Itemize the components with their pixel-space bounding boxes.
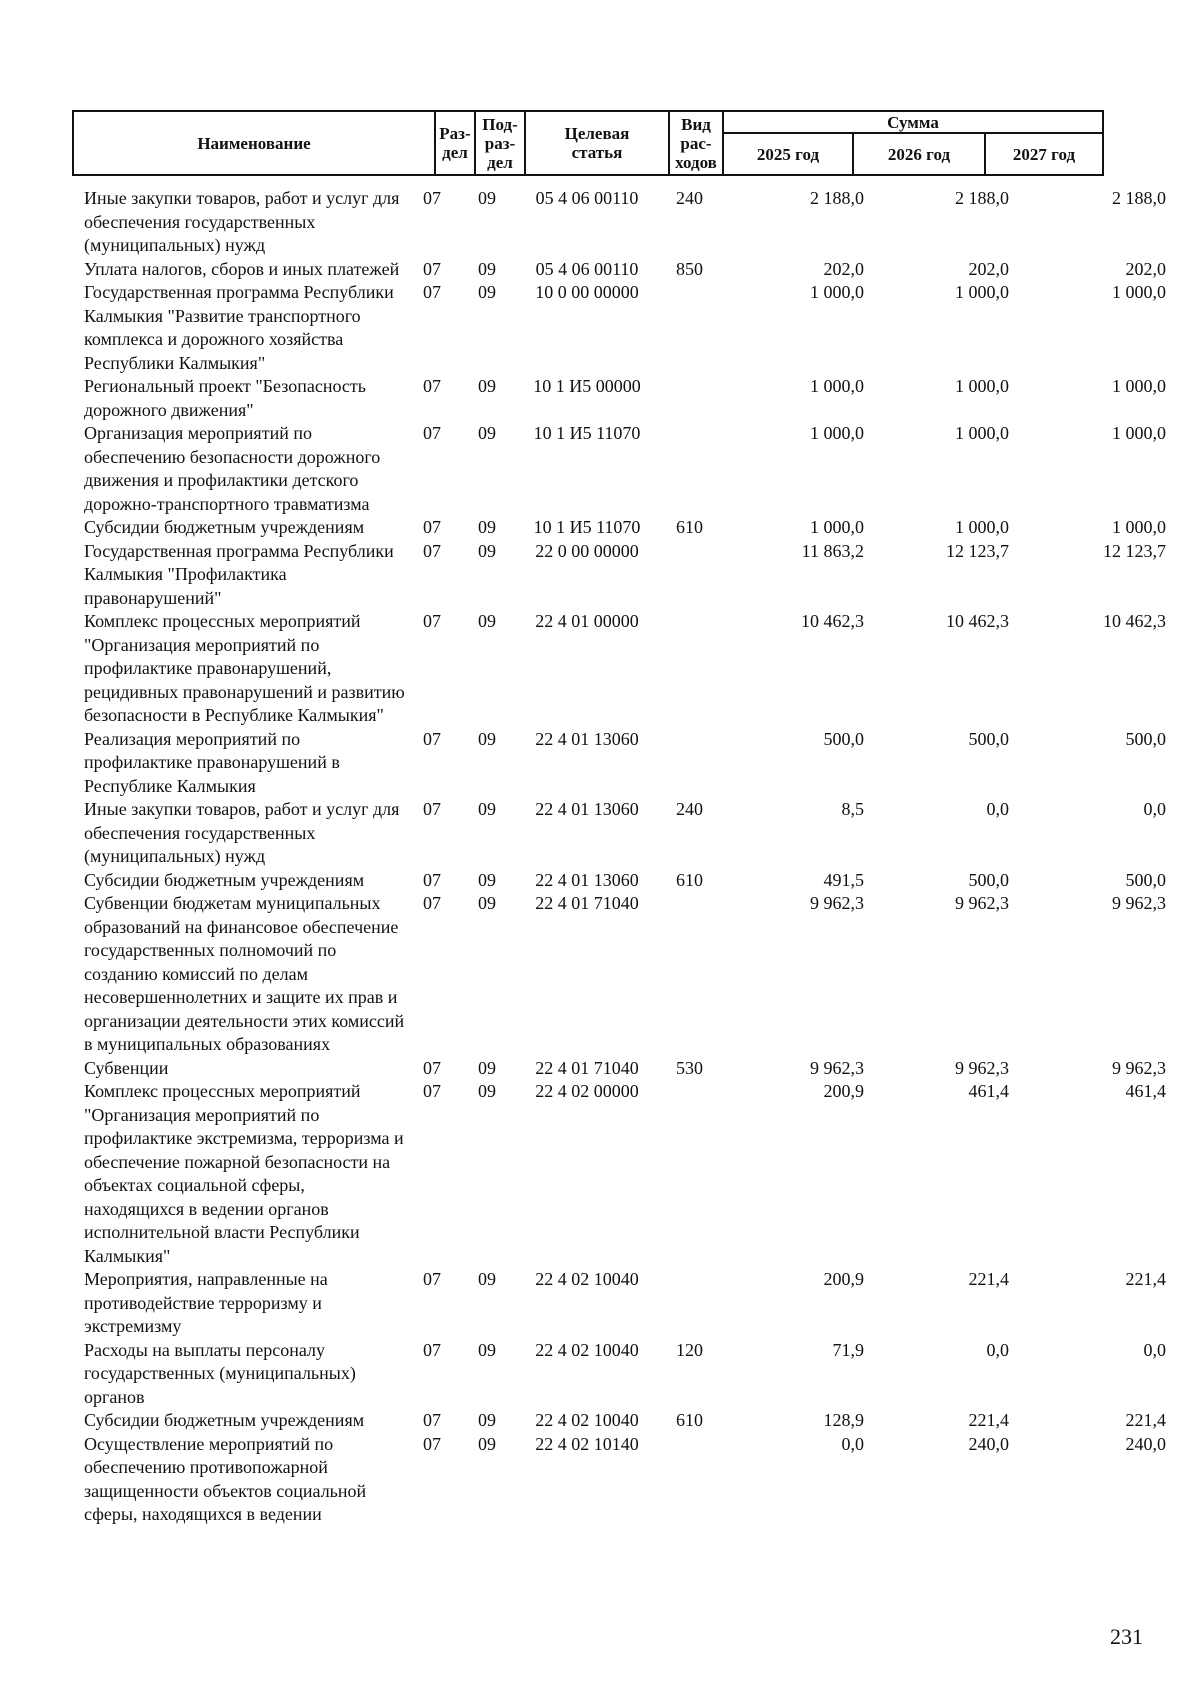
sum-2027-cell: 9 962,3: [1112, 893, 1166, 913]
sum-2026-cell: 1 000,0: [955, 517, 1009, 537]
name-cell: Субвенции бюджетам муниципальных образований на финансовое обеспечение государственных полномочий по созданию комиссий по делам несовершеннолетних и защите их прав и организации деятельности этих комиссий в муниципальных образованиях: [84, 893, 405, 1054]
razdel-cell: 07: [423, 799, 441, 819]
target-cell: 22 4 02 10040: [535, 1269, 639, 1289]
table-row: [72, 1080, 1174, 1268]
razdel-cell: 07: [423, 282, 441, 302]
vid-cell: [657, 375, 722, 422]
razdel-cell: 07: [423, 188, 441, 208]
podrazdel-cell: 09: [478, 258, 496, 279]
name-cell: Региональный проект "Безопасность дорожного движения": [84, 376, 366, 420]
podrazdel-cell: 09: [478, 1433, 496, 1454]
vid-cell: 610: [676, 869, 703, 890]
header-2027: 2027 год: [985, 133, 1103, 175]
sum-2026-cell: 202,0: [968, 258, 1009, 279]
page-number: 231: [1110, 1624, 1143, 1649]
sum-2026-cell: 461,4: [968, 1081, 1009, 1101]
table-row: [72, 187, 1174, 258]
sum-2025-cell: 202,0: [823, 258, 864, 279]
target-cell: 10 1 И5 11070: [533, 517, 641, 537]
razdel-cell: 07: [423, 540, 441, 561]
vid-cell: [657, 422, 722, 516]
name-cell: Реализация мероприятий по профилактике правонарушений в Республике Калмыкия: [84, 728, 340, 796]
sum-2026-cell: 500,0: [968, 869, 1009, 890]
razdel-cell: 07: [423, 258, 441, 279]
header-2026: 2026 год: [853, 133, 985, 175]
target-cell: 10 1 И5 11070: [533, 423, 641, 443]
header-podrazdel: Под- раз- дел: [475, 111, 525, 175]
sum-2025-cell: 0,0: [841, 1433, 864, 1454]
table-row: [72, 610, 1174, 728]
sum-2026-cell: 1 000,0: [955, 423, 1009, 443]
target-cell: 22 0 00 00000: [535, 540, 639, 561]
header-target: Целевая статья: [525, 111, 669, 175]
sum-2025-cell: 1 000,0: [810, 376, 864, 396]
podrazdel-cell: 09: [478, 893, 496, 913]
sum-2027-cell: 1 000,0: [1112, 282, 1166, 302]
sum-2026-cell: 0,0: [986, 799, 1009, 819]
podrazdel-cell: 09: [478, 376, 496, 396]
header-name: Наименование: [73, 111, 435, 175]
razdel-cell: 07: [423, 1057, 441, 1078]
sum-2027-cell: 202,0: [1125, 258, 1166, 279]
sum-2025-cell: 2 188,0: [810, 188, 864, 208]
sum-2026-cell: 9 962,3: [955, 893, 1009, 913]
razdel-cell: 07: [423, 1410, 441, 1430]
vid-cell: [657, 728, 722, 799]
sum-2027-cell: 9 962,3: [1112, 1057, 1166, 1078]
sum-2027-cell: 0,0: [1143, 799, 1166, 819]
podrazdel-cell: 09: [478, 1410, 496, 1430]
sum-2025-cell: 200,9: [823, 1269, 864, 1289]
vid-cell: [657, 610, 722, 728]
sum-2026-cell: 12 123,7: [946, 540, 1009, 561]
razdel-cell: 07: [423, 869, 441, 890]
table-row: [72, 1409, 1174, 1433]
target-cell: 22 4 01 00000: [535, 611, 639, 631]
target-cell: 22 4 02 10040: [535, 1339, 639, 1360]
sum-2026-cell: 1 000,0: [955, 376, 1009, 396]
name-cell: Субсидии бюджетным учреждениям: [84, 869, 365, 890]
podrazdel-cell: 09: [478, 188, 496, 208]
razdel-cell: 07: [423, 1081, 441, 1101]
podrazdel-cell: 09: [478, 728, 496, 749]
sum-2025-cell: 1 000,0: [810, 282, 864, 302]
table-row: [72, 1433, 1174, 1527]
sum-2025-cell: 9 962,3: [810, 893, 864, 913]
sum-2025-cell: 1 000,0: [810, 423, 864, 443]
razdel-cell: 07: [423, 611, 441, 631]
table-row: [72, 892, 1174, 1057]
target-cell: 22 4 01 71040: [535, 1057, 639, 1078]
razdel-cell: 07: [423, 1339, 441, 1360]
vid-cell: 240: [676, 799, 703, 819]
name-cell: Иные закупки товаров, работ и услуг для обеспечения государственных (муниципальных) нужд: [84, 188, 400, 255]
razdel-cell: 07: [423, 893, 441, 913]
name-cell: Мероприятия, направленные на противодействие терроризму и экстремизму: [84, 1269, 328, 1336]
header-2025: 2025 год: [723, 133, 853, 175]
sum-2027-cell: 0,0: [1143, 1339, 1166, 1360]
table-row: [72, 728, 1174, 799]
razdel-cell: 07: [423, 517, 441, 537]
sum-2026-cell: 0,0: [986, 1339, 1009, 1360]
podrazdel-cell: 09: [478, 1057, 496, 1078]
name-cell: Организация мероприятий по обеспечению безопасности дорожного движения и профилактики детского дорожно-транспортного травматизма: [84, 423, 381, 514]
sum-2026-cell: 10 462,3: [946, 611, 1009, 631]
sum-2025-cell: 500,0: [823, 728, 864, 749]
sum-2026-cell: 240,0: [968, 1433, 1009, 1454]
name-cell: Уплата налогов, сборов и иных платежей: [84, 258, 400, 279]
razdel-cell: 07: [423, 1433, 441, 1454]
podrazdel-cell: 09: [478, 1269, 496, 1289]
sum-2027-cell: 461,4: [1125, 1081, 1166, 1101]
sum-2027-cell: 500,0: [1125, 728, 1166, 749]
target-cell: 22 4 02 10140: [535, 1433, 639, 1454]
vid-cell: [657, 892, 722, 1057]
razdel-cell: 07: [423, 1269, 441, 1289]
sum-2027-cell: 12 123,7: [1103, 540, 1166, 561]
sum-2027-cell: 500,0: [1125, 869, 1166, 890]
sum-2025-cell: 491,5: [823, 869, 864, 890]
sum-2025-cell: 1 000,0: [810, 517, 864, 537]
table-row: [72, 516, 1174, 540]
sum-2025-cell: 8,5: [841, 799, 864, 819]
target-cell: 10 0 00 00000: [535, 282, 639, 302]
target-cell: 10 1 И5 00000: [533, 376, 641, 396]
table-row: [72, 1268, 1174, 1339]
vid-cell: [657, 540, 722, 611]
vid-cell: 850: [676, 258, 703, 279]
sum-2025-cell: 11 863,2: [801, 540, 864, 561]
table-row: [72, 869, 1174, 893]
table-row: [72, 798, 1174, 869]
razdel-cell: 07: [423, 728, 441, 749]
target-cell: 22 4 01 13060: [535, 799, 639, 819]
sum-2026-cell: 500,0: [968, 728, 1009, 749]
target-cell: 22 4 02 00000: [535, 1081, 639, 1101]
podrazdel-cell: 09: [478, 1081, 496, 1101]
header-summa: Сумма: [723, 111, 1103, 133]
table-row: [72, 281, 1174, 375]
vid-cell: 610: [676, 517, 703, 537]
vid-cell: 610: [676, 1410, 703, 1430]
razdel-cell: 07: [423, 423, 441, 443]
name-cell: Государственная программа Республики Калмыкия "Развитие транспортного комплекса и дорожного хозяйства Республики Калмыкия": [84, 282, 394, 373]
name-cell: Комплекс процессных мероприятий "Организация мероприятий по профилактике правонарушений, рецидивных правонарушений и развитию безопасности в Республике Калмыкия": [84, 611, 405, 725]
sum-2026-cell: 221,4: [968, 1410, 1009, 1430]
name-cell: Осуществление мероприятий по обеспечению противопожарной защищенности объектов социальной сферы, находящихся в ведении: [84, 1433, 367, 1524]
vid-cell: [657, 1268, 722, 1339]
podrazdel-cell: 09: [478, 517, 496, 537]
sum-2025-cell: 10 462,3: [801, 611, 864, 631]
sum-2027-cell: 240,0: [1125, 1433, 1166, 1454]
podrazdel-cell: 09: [478, 282, 496, 302]
sum-2025-cell: 128,9: [823, 1410, 864, 1430]
sum-2027-cell: 221,4: [1125, 1269, 1166, 1289]
target-cell: 22 4 01 71040: [535, 893, 639, 913]
razdel-cell: 07: [423, 376, 441, 396]
name-cell: Государственная программа Республики Калмыкия "Профилактика правонарушений": [84, 540, 394, 608]
podrazdel-cell: 09: [478, 540, 496, 561]
table-row: [72, 1057, 1174, 1081]
sum-2027-cell: 1 000,0: [1112, 423, 1166, 443]
sum-2027-cell: 10 462,3: [1103, 611, 1166, 631]
name-cell: Расходы на выплаты персоналу государственных (муниципальных) органов: [84, 1339, 356, 1407]
sum-2026-cell: 9 962,3: [955, 1057, 1009, 1078]
vid-cell: [657, 1080, 722, 1268]
name-cell: Субсидии бюджетным учреждениям: [84, 517, 365, 537]
table-body: [72, 187, 1174, 1527]
podrazdel-cell: 09: [478, 869, 496, 890]
sum-2026-cell: 2 188,0: [955, 188, 1009, 208]
sum-2026-cell: 1 000,0: [955, 282, 1009, 302]
header-razdel: Раз- дел: [435, 111, 475, 175]
target-cell: 22 4 02 10040: [535, 1410, 639, 1430]
table-row: [72, 258, 1174, 282]
sum-2027-cell: 1 000,0: [1112, 376, 1166, 396]
target-cell: 05 4 06 00110: [535, 258, 639, 279]
sum-2027-cell: 2 188,0: [1112, 188, 1166, 208]
target-cell: 22 4 01 13060: [535, 869, 639, 890]
podrazdel-cell: 09: [478, 1339, 496, 1360]
name-cell: Иные закупки товаров, работ и услуг для обеспечения государственных (муниципальных) нужд: [84, 799, 400, 866]
vid-cell: 530: [676, 1057, 703, 1078]
name-cell: Комплекс процессных мероприятий "Организация мероприятий по профилактике экстремизма, терроризма и обеспечение пожарной безопасности на объектах социальной сферы, находящихся в ведении органов исполнительной власти Республики Калмыкия": [84, 1081, 404, 1266]
podrazdel-cell: 09: [478, 423, 496, 443]
name-cell: Субвенции: [84, 1057, 169, 1078]
budget-table: [72, 187, 1174, 1527]
table-row: [72, 422, 1174, 516]
sum-2025-cell: 71,9: [832, 1339, 864, 1360]
sum-2025-cell: 200,9: [823, 1081, 864, 1101]
podrazdel-cell: 09: [478, 611, 496, 631]
table-row: [72, 1339, 1174, 1410]
sum-2025-cell: 9 962,3: [810, 1057, 864, 1078]
sum-2027-cell: 221,4: [1125, 1410, 1166, 1430]
table-row: [72, 375, 1174, 422]
name-cell: Субсидии бюджетным учреждениям: [84, 1410, 365, 1430]
target-cell: 22 4 01 13060: [535, 728, 639, 749]
sum-2027-cell: 1 000,0: [1112, 517, 1166, 537]
table-header: [72, 110, 1104, 176]
podrazdel-cell: 09: [478, 799, 496, 819]
sum-2026-cell: 221,4: [968, 1269, 1009, 1289]
table-row: [72, 540, 1174, 611]
vid-cell: 240: [676, 188, 703, 208]
header-vid: Вид рас- ходов: [669, 111, 723, 175]
vid-cell: [657, 1433, 722, 1527]
vid-cell: 120: [676, 1339, 703, 1360]
target-cell: 05 4 06 00110: [535, 188, 639, 208]
vid-cell: [657, 281, 722, 375]
